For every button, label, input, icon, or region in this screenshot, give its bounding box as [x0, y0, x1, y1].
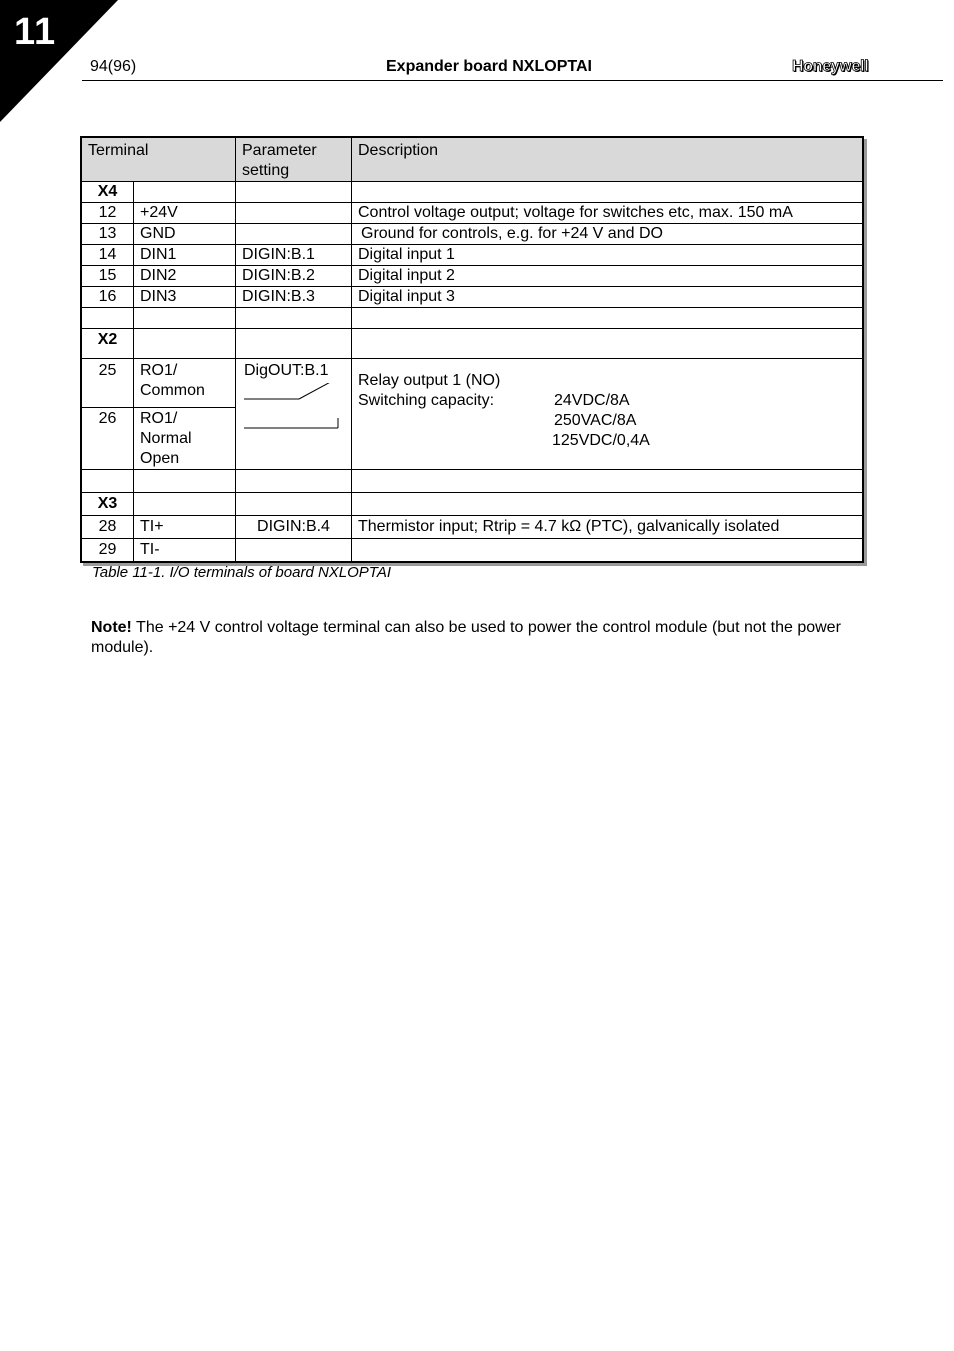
parameter-setting: DigOUT:B.1: [244, 362, 329, 379]
capacity-value: 24VDC/8A: [554, 392, 630, 409]
table-row: [82, 245, 863, 266]
relay-description-cell: [352, 359, 863, 470]
empty-cell: [352, 329, 863, 359]
empty-cell: [352, 493, 863, 516]
note-paragraph: [91, 618, 881, 658]
blank-row: [82, 308, 863, 329]
header-terminal: Terminal: [82, 138, 236, 182]
parameter-setting: DIGIN:B.4: [236, 516, 352, 539]
terminal-name: TI-: [134, 539, 236, 562]
table-row: [82, 539, 863, 562]
terminal-name: +24V: [134, 203, 236, 224]
io-terminals-table: [80, 136, 864, 563]
terminal-number: 28: [82, 516, 134, 539]
section-row-x2: [82, 329, 863, 359]
table-caption: Table 11-1. I/O terminals of board NXLOPTAI: [92, 564, 392, 581]
terminal-description: Thermistor input; Rtrip = 4.7 kΩ (PTC), galvanically isolated: [352, 516, 863, 539]
empty-cell: [352, 308, 863, 329]
terminal-description: Control voltage output; voltage for switches etc, max. 150 mA: [352, 203, 863, 224]
section-row-x3: [82, 493, 863, 516]
terminal-description: Digital input 2: [352, 266, 863, 287]
empty-cell: [352, 182, 863, 203]
terminal-number: 14: [82, 245, 134, 266]
table-row: [82, 287, 863, 308]
empty-cell: [82, 308, 134, 329]
empty-cell: [134, 182, 236, 203]
terminal-name: GND: [134, 224, 236, 245]
switching-capacity-row: [358, 431, 856, 451]
spacer: [358, 411, 554, 431]
switching-capacity-row: [358, 411, 856, 431]
section-label: X4: [82, 182, 134, 203]
note-text: The +24 V control voltage terminal can also be used to power the control module (but not the power module).: [91, 619, 841, 656]
terminal-number: 12: [82, 203, 134, 224]
terminal-name-line: RO1/: [140, 362, 178, 379]
terminal-number: 26: [82, 408, 134, 470]
terminal-name: [134, 408, 236, 470]
capacity-value: 250VAC/8A: [554, 412, 637, 429]
section-label: X3: [82, 493, 134, 516]
relay-parameter-cell: [236, 359, 352, 470]
header-description: Description: [352, 138, 863, 182]
terminal-name: DIN2: [134, 266, 236, 287]
empty-cell: [236, 539, 352, 562]
terminal-number: 15: [82, 266, 134, 287]
terminal-number: 16: [82, 287, 134, 308]
empty-cell: [134, 470, 236, 493]
table-row: [82, 266, 863, 287]
chapter-number: 11: [14, 11, 57, 53]
section-label: X2: [82, 329, 134, 359]
terminal-name: DIN1: [134, 245, 236, 266]
empty-cell: [236, 308, 352, 329]
terminal-name: TI+: [134, 516, 236, 539]
parameter-setting: [236, 224, 352, 245]
brand-logo: Honeywell: [792, 58, 869, 75]
page-number: 94(96): [90, 58, 137, 75]
table-row: [82, 203, 863, 224]
terminal-number: 25: [82, 359, 134, 408]
header-parameter-line2: setting: [242, 162, 290, 179]
empty-cell: [236, 182, 352, 203]
switching-capacity-row: [358, 391, 856, 411]
table-row-relay-common: [82, 359, 863, 408]
table-header-row: [82, 138, 863, 182]
terminal-description: Digital input 3: [352, 287, 863, 308]
switching-capacity-label: Switching capacity:: [358, 392, 495, 409]
parameter-setting: [236, 203, 352, 224]
capacity-value: 125VDC/0,4A: [552, 432, 650, 449]
empty-cell: [134, 329, 236, 359]
parameter-setting: DIGIN:B.3: [236, 287, 352, 308]
empty-cell: [352, 539, 863, 562]
empty-cell: [236, 470, 352, 493]
empty-cell: [236, 329, 352, 359]
empty-cell: [134, 493, 236, 516]
terminal-name: DIN3: [134, 287, 236, 308]
header-parameter-line1: Parameter: [242, 142, 317, 159]
section-row-x4: [82, 182, 863, 203]
terminal-name-line: Common: [140, 382, 205, 399]
terminal-name-line: Normal: [140, 430, 192, 447]
table-row: [82, 516, 863, 539]
parameter-setting: DIGIN:B.1: [236, 245, 352, 266]
table-row: [82, 224, 863, 245]
relay-description: Relay output 1 (NO): [358, 372, 501, 389]
empty-cell: [236, 493, 352, 516]
empty-cell: [134, 308, 236, 329]
note-label: Note!: [91, 619, 132, 636]
switching-capacity-values: [554, 391, 664, 411]
empty-cell: [82, 470, 134, 493]
terminal-number: 13: [82, 224, 134, 245]
blank-row: [82, 470, 863, 493]
terminal-name: [134, 359, 236, 408]
parameter-setting: DIGIN:B.2: [236, 266, 352, 287]
empty-cell: [352, 470, 863, 493]
page-title: Expander board NXLOPTAI: [386, 58, 592, 75]
terminal-description: Digital input 1: [352, 245, 863, 266]
spacer: [358, 431, 552, 451]
header-rule: [82, 80, 943, 81]
terminal-description: Ground for controls, e.g. for +24 V and DO: [352, 224, 863, 245]
header-parameter: [236, 138, 352, 182]
relay-switch-symbol: [244, 383, 344, 433]
terminal-name-line: RO1/: [140, 410, 178, 427]
terminal-number: 29: [82, 539, 134, 562]
terminal-name-line: Open: [140, 450, 180, 467]
